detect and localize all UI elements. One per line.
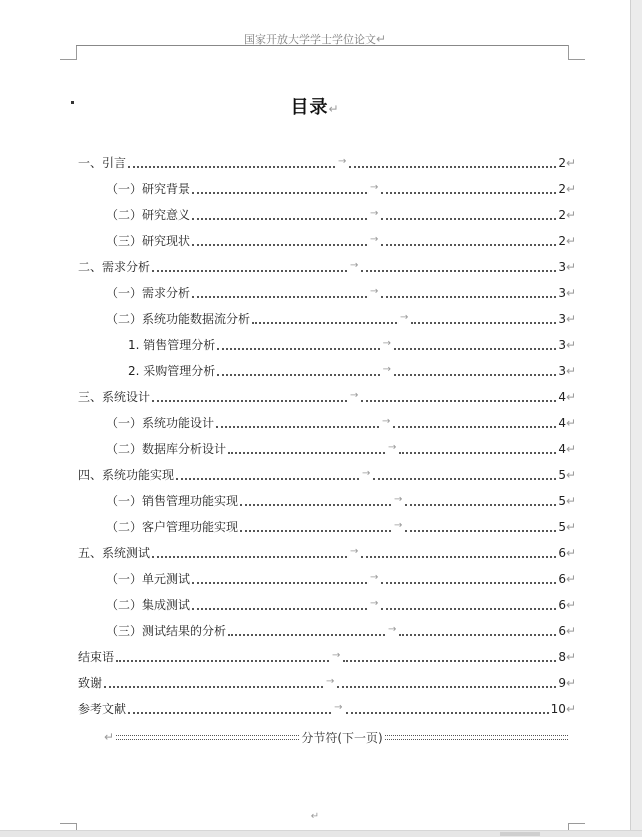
toc-dot-leader [240, 494, 391, 506]
toc-entry[interactable] [78, 256, 576, 274]
toc-entry-page: 6 [558, 572, 566, 586]
toc-entry[interactable] [128, 334, 576, 352]
tab-mark-icon: → [349, 390, 359, 401]
toc-entry[interactable] [106, 516, 576, 534]
toc-entry[interactable] [78, 672, 576, 690]
toc-dot-leader [394, 364, 556, 376]
toc-dot-leader [192, 182, 367, 194]
paragraph-mark: ↵ [565, 182, 577, 196]
toc-title[interactable] [0, 93, 630, 119]
toc-entry-page: 4 [558, 416, 566, 430]
toc-dot-leader [128, 702, 331, 714]
toc-entry[interactable] [106, 282, 576, 300]
toc-entry-label: （二）集成测试 [106, 598, 191, 612]
toc-entry[interactable] [128, 360, 576, 378]
paragraph-mark: ↵ [565, 312, 577, 326]
toc-entry[interactable] [106, 230, 576, 248]
toc-dot-leader [128, 156, 335, 168]
paragraph-mark: ↵ [104, 730, 115, 744]
tab-mark-icon: → [382, 338, 391, 349]
toc-entry-page: 6 [558, 624, 566, 638]
paragraph-mark: ↵ [328, 102, 340, 116]
tab-mark-icon: → [369, 182, 379, 193]
toc-title-text: 目录 [290, 97, 329, 118]
section-break-label: 分节符(下一页) [301, 730, 383, 745]
toc-entry[interactable] [78, 542, 576, 560]
toc-entry-page: 3 [558, 312, 566, 326]
toc-dot-leader [217, 364, 379, 376]
tab-mark-icon: → [393, 494, 403, 505]
toc-dot-leader [381, 182, 556, 194]
tab-mark-icon: → [399, 312, 409, 323]
toc-entry-label: （二）客户管理功能实现 [106, 520, 239, 534]
toc-entry-label: （二）系统功能数据流分析 [106, 312, 251, 326]
header-text: 国家开放大学学士学位论文 [243, 33, 376, 46]
header-rule [76, 45, 568, 46]
toc-entry-page: 4 [558, 390, 566, 404]
toc-entry-page: 10 [550, 702, 566, 716]
toc-entry[interactable] [106, 204, 576, 222]
crop-mark-bottom-left-h [60, 823, 76, 824]
toc-entry-label: 一、引言 [78, 156, 127, 170]
toc-entry-page: 6 [558, 546, 566, 560]
toc-entry-page: 3 [558, 338, 566, 352]
toc-entry-page: 2 [558, 156, 566, 170]
toc-dot-leader [152, 546, 347, 558]
paragraph-mark: ↵ [565, 676, 577, 690]
toc-entry-label: （一）需求分析 [106, 286, 191, 300]
crop-mark-top-left [60, 45, 77, 60]
toc-entry[interactable] [106, 620, 576, 638]
toc-entry-label: 致谢 [78, 676, 103, 690]
toc-dot-leader [399, 442, 556, 454]
paragraph-mark: ↵ [565, 390, 577, 404]
toc-dot-leader [116, 650, 329, 662]
toc-entry-page: 3 [558, 260, 566, 274]
toc-dot-leader [373, 468, 556, 480]
paragraph-mark: ↵ [565, 598, 577, 612]
toc-dot-leader [349, 156, 556, 168]
toc-dot-leader [192, 598, 367, 610]
paragraph-mark: ↵ [565, 442, 577, 456]
toc-dot-leader [343, 650, 556, 662]
toc-dot-leader [361, 546, 556, 558]
tab-mark-icon: → [369, 598, 379, 609]
paragraph-mark: ↵ [565, 416, 577, 430]
tab-mark-icon: → [393, 520, 403, 531]
paragraph-mark: ↵ [565, 650, 577, 664]
scroll-thumb[interactable] [500, 832, 540, 836]
toc-dot-leader [216, 416, 379, 428]
footer-paragraph-mark: ↵ [310, 811, 320, 822]
paragraph-mark: ↵ [565, 234, 577, 248]
toc-dot-leader [228, 442, 385, 454]
paragraph-mark: ↵ [565, 520, 577, 534]
toc-dot-leader [399, 624, 556, 636]
paragraph-mark: ↵ [565, 260, 577, 274]
toc-dot-leader [217, 338, 379, 350]
toc-dot-leader [240, 520, 391, 532]
tab-mark-icon: → [387, 442, 397, 453]
toc-dot-leader [405, 494, 556, 506]
toc-dot-leader [192, 572, 367, 584]
paragraph-mark: ↵ [565, 624, 577, 638]
toc-entry[interactable] [106, 594, 576, 612]
tab-mark-icon: → [382, 364, 391, 375]
toc-dot-leader [361, 260, 556, 272]
crop-mark-bottom-right-h [569, 823, 585, 824]
tab-mark-icon: → [387, 624, 397, 635]
paragraph-mark: ↵ [565, 208, 577, 222]
toc-dot-leader [228, 624, 385, 636]
toc-entry-page: 5 [558, 494, 566, 508]
paragraph-mark: ↵ [565, 546, 577, 560]
tab-mark-icon: → [369, 234, 379, 245]
toc-entry-label: 五、系统测试 [78, 546, 151, 560]
toc-entry[interactable] [106, 308, 576, 326]
section-break-line-right [385, 735, 568, 740]
paragraph-mark: ↵ [565, 468, 577, 482]
toc-entry-label: （三）研究现状 [106, 234, 191, 248]
toc-entry-page: 6 [558, 598, 566, 612]
paragraph-mark: ↵ [565, 364, 577, 378]
toc-entry[interactable] [78, 386, 576, 404]
toc-dot-leader [411, 312, 556, 324]
section-break-line-left [116, 735, 299, 740]
tab-mark-icon: → [381, 416, 391, 427]
toc-dot-leader [192, 286, 367, 298]
toc-entry[interactable] [106, 438, 576, 456]
toc-entry[interactable] [106, 178, 576, 196]
toc-dot-leader [176, 468, 359, 480]
toc-dot-leader [381, 286, 556, 298]
paragraph-mark: ↵ [565, 572, 577, 586]
toc-entry-page: 3 [558, 286, 566, 300]
toc-entry-label: 参考文献 [78, 702, 127, 716]
toc-entry-label: （二）数据库分析设计 [106, 442, 227, 456]
toc-dot-leader [381, 572, 556, 584]
toc-dot-leader [405, 520, 556, 532]
tab-mark-icon: → [325, 676, 335, 687]
tab-mark-icon: → [349, 260, 359, 271]
toc-entry-label: 1. 销售管理分析 [128, 338, 216, 352]
toc-entry-page: 4 [558, 442, 566, 456]
toc-dot-leader [346, 702, 549, 714]
toc-entry[interactable] [78, 646, 576, 664]
toc-entry-label: 三、系统设计 [78, 390, 151, 404]
toc-entry-page: 2 [558, 182, 566, 196]
toc-dot-leader [394, 338, 556, 350]
toc-entry-page: 2 [558, 234, 566, 248]
toc-dot-leader [381, 234, 556, 246]
toc-dot-leader [152, 390, 347, 402]
toc-entry[interactable] [78, 698, 576, 716]
toc-dot-leader [152, 260, 347, 272]
toc-entry-label: （一）单元测试 [106, 572, 191, 586]
tab-mark-icon: → [337, 156, 347, 167]
paragraph-mark: ↵ [565, 338, 577, 352]
toc-dot-leader [252, 312, 397, 324]
paragraph-mark: ↵ [375, 32, 387, 46]
toc-entry-page: 9 [558, 676, 566, 690]
section-break[interactable] [104, 729, 568, 745]
tab-mark-icon: → [331, 650, 341, 661]
paragraph-mark: ↵ [565, 156, 577, 170]
tab-mark-icon: → [334, 702, 343, 713]
toc-entry[interactable] [106, 490, 576, 508]
toc-entry-label: （一）销售管理功能实现 [106, 494, 239, 508]
tab-mark-icon: → [369, 208, 379, 219]
toc-entry[interactable] [78, 464, 576, 482]
toc-entry-label: （二）研究意义 [106, 208, 191, 222]
toc-entry-page: 5 [558, 520, 566, 534]
toc-dot-leader [337, 676, 556, 688]
paragraph-mark: ↵ [565, 702, 576, 716]
toc-dot-leader [381, 598, 556, 610]
toc-entry[interactable] [106, 412, 576, 430]
toc-dot-leader [192, 234, 367, 246]
toc-entry[interactable] [106, 568, 576, 586]
tab-mark-icon: → [361, 468, 371, 479]
toc-dot-leader [361, 390, 556, 402]
toc-entry-label: 2. 采购管理分析 [128, 364, 216, 378]
toc-entry-page: 8 [558, 650, 566, 664]
toc-dot-leader [381, 208, 556, 220]
toc-entry-label: 四、系统功能实现 [78, 468, 175, 482]
tab-mark-icon: → [369, 286, 379, 297]
crop-mark-top-right [568, 45, 585, 60]
vertical-scrollbar[interactable] [631, 0, 642, 836]
toc-entry-label: （一）研究背景 [106, 182, 191, 196]
tab-mark-icon: → [369, 572, 379, 583]
toc-entry-label: （一）系统功能设计 [106, 416, 215, 430]
toc-entry-page: 5 [558, 468, 566, 482]
toc-entry-label: 结束语 [78, 650, 115, 664]
toc-dot-leader [393, 416, 556, 428]
paragraph-mark: ↵ [565, 286, 577, 300]
toc-dot-leader [104, 676, 323, 688]
toc-entry-page: 2 [558, 208, 566, 222]
toc-entry[interactable] [78, 152, 576, 170]
tab-mark-icon: → [349, 546, 359, 557]
toc-entry-label: （三）测试结果的分析 [106, 624, 227, 638]
toc-entry-page: 3 [558, 364, 566, 378]
toc-entry-label: 二、需求分析 [78, 260, 151, 274]
paragraph-mark: ↵ [565, 494, 577, 508]
toc-dot-leader [192, 208, 367, 220]
